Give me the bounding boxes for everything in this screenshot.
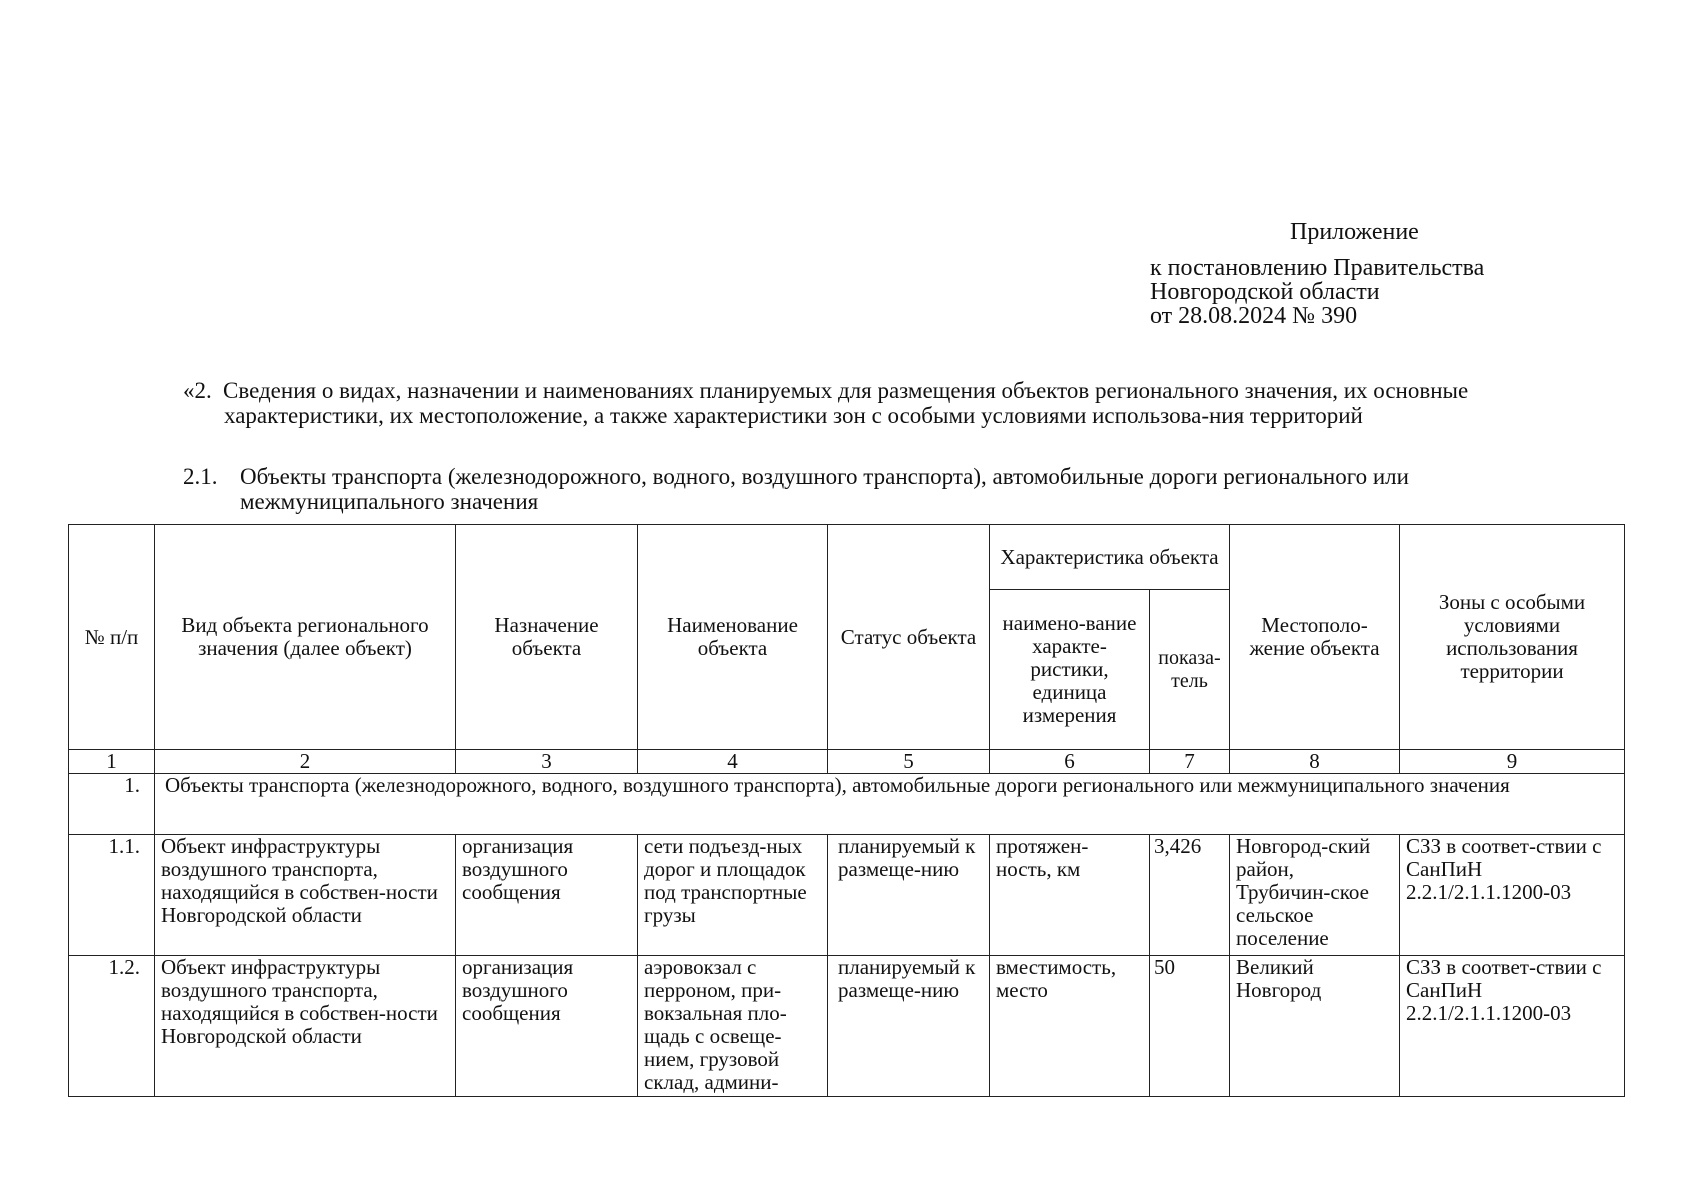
header-num: № п/п bbox=[69, 525, 155, 750]
column-number: 6 bbox=[990, 750, 1150, 774]
row-purpose: организация воздушного сообщения bbox=[456, 835, 638, 956]
section-text: Объекты транспорта (железнодорожного, водного, воздушного транспорта), автомобильные дороги регионального или межмуниципального значения bbox=[155, 774, 1625, 835]
header-char-value: показа-тель bbox=[1150, 590, 1230, 750]
column-number: 3 bbox=[456, 750, 638, 774]
column-number: 4 bbox=[638, 750, 828, 774]
row-char-name: вместимость, место bbox=[990, 956, 1150, 1097]
column-number: 7 bbox=[1150, 750, 1230, 774]
header-purpose: Назначение объекта bbox=[456, 525, 638, 750]
subsection-heading bbox=[183, 464, 1578, 514]
row-char-name: протяжен-ность, км bbox=[990, 835, 1150, 956]
appendix-line-3: от 28.08.2024 № 390 bbox=[1150, 303, 1358, 329]
appendix-line-2: Новгородской области bbox=[1150, 279, 1380, 305]
header-type: Вид объекта регионального значения (далее объект) bbox=[155, 525, 456, 750]
header-location: Местополо-жение объекта bbox=[1230, 525, 1400, 750]
column-number: 8 bbox=[1230, 750, 1400, 774]
section-heading-number: «2. bbox=[183, 378, 212, 403]
row-zones: СЗЗ в соответ-ствии с СанПиН 2.2.1/2.1.1.1200-03 bbox=[1400, 835, 1625, 956]
appendix-line-1: к постановлению Правительства bbox=[1150, 255, 1485, 281]
section-heading bbox=[183, 378, 1578, 428]
appendix-block bbox=[1150, 220, 1484, 328]
column-number: 5 bbox=[828, 750, 990, 774]
section-heading-text: Сведения о видах, назначении и наименованиях планируемых для размещения объектов регионального значения, их основные характеристики, их местоположение, а также характеристики зон с особыми условиями использова-ния территорий bbox=[223, 378, 1469, 428]
header-characteristic: Характеристика объекта bbox=[990, 525, 1230, 590]
row-char-value: 50 bbox=[1150, 956, 1230, 1097]
row-type: Объект инфраструктуры воздушного транспорта, находящийся в собствен-ности Новгородской области bbox=[155, 835, 456, 956]
column-number: 1 bbox=[69, 750, 155, 774]
row-status: планируемый к размеще-нию bbox=[828, 956, 990, 1097]
row-name: аэровокзал с перроном, при-вокзальная пло-щадь с освеще-нием, грузовой склад, админи- bbox=[638, 956, 828, 1097]
row-type: Объект инфраструктуры воздушного транспорта, находящийся в собствен-ности Новгородской области bbox=[155, 956, 456, 1097]
subsection-heading-number: 2.1. bbox=[183, 464, 218, 489]
column-number: 9 bbox=[1400, 750, 1625, 774]
row-num: 1.2. bbox=[69, 956, 155, 1097]
subsection-heading-text: Объекты транспорта (железнодорожного, водного, воздушного транспорта), автомобильные дороги регионального или межмуниципального значения bbox=[240, 464, 1409, 514]
row-char-value: 3,426 bbox=[1150, 835, 1230, 956]
row-zones: СЗЗ в соответ-ствии с СанПиН 2.2.1/2.1.1.1200-03 bbox=[1400, 956, 1625, 1097]
row-name: сети подъезд-ных дорог и площадок под транспортные грузы bbox=[638, 835, 828, 956]
table-header-row bbox=[69, 525, 1625, 590]
objects-table bbox=[68, 524, 1625, 1097]
table-row bbox=[69, 956, 1625, 1097]
header-char-name: наимено-вание характе-ристики, единица измерения bbox=[990, 590, 1150, 750]
header-name: Наименование объекта bbox=[638, 525, 828, 750]
section-num: 1. bbox=[69, 774, 155, 835]
table-section-row bbox=[69, 774, 1625, 835]
row-status: планируемый к размеще-нию bbox=[828, 835, 990, 956]
row-location: Великий Новгород bbox=[1230, 956, 1400, 1097]
header-zones: Зоны с особыми условиями использования территории bbox=[1400, 525, 1625, 750]
table-row bbox=[69, 835, 1625, 956]
appendix-title: Приложение bbox=[1290, 219, 1419, 245]
column-number: 2 bbox=[155, 750, 456, 774]
row-location: Новгород-ский район, Трубичин-ское сельское поселение bbox=[1230, 835, 1400, 956]
row-num: 1.1. bbox=[69, 835, 155, 956]
row-purpose: организация воздушного сообщения bbox=[456, 956, 638, 1097]
header-status: Статус объекта bbox=[828, 525, 990, 750]
column-numbers-row bbox=[69, 750, 1625, 774]
